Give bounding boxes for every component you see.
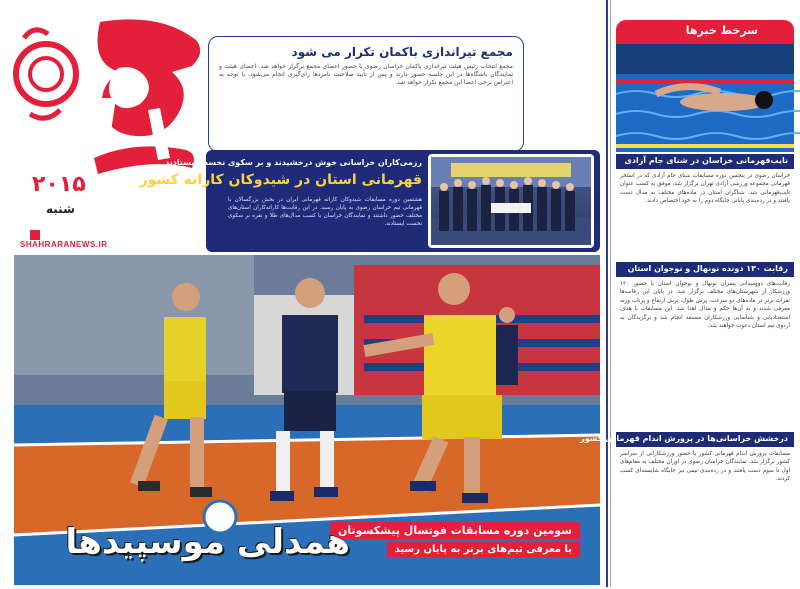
sidebar-tag-label: سرخط خبرها xyxy=(685,24,758,37)
column-divider xyxy=(606,0,608,587)
sidebar-item-body: رقابت‌های دوومیدانی پسران نونهال و نوجوان استان با حضور ۱۳۰ ورزشکار از شهرستان‌های مختلف برگزار شد. در پایان این رقابت‌ها نفرات برتر در ماده‌های دو سرعت، پرش طول، پرش ارتفاع و پرتاب وزنه معرفی شدند و به آن‌ها حکم و مدال اهدا شد. این مسابقات با هدف استعدادیابی و شناسایی ورزشکاران مستعد انجام شد و برگزیدگان به اردوی تیم استان دعوت خواهند شد. xyxy=(620,281,790,330)
masthead-day: شنبه xyxy=(46,202,75,216)
masthead-site-url: SHAHRARANEWS.IR xyxy=(20,240,108,249)
sidebar-tag xyxy=(616,20,794,44)
karate-body: هشتمین دوره مسابقات شیدوکان کاراته قهرمانی ایران در بخش بزرگسالان با قهرمانی تیم خراسان رضوی به پایان رسید. در این رقابت‌ها کاراته‌کاران استان‌های مختلف حضور داشتند و نمایندگان خراسان با کسب مدال‌های طلا و نقره بر سکوی نخست ایستادند. xyxy=(228,197,422,227)
karate-team-photo xyxy=(428,154,594,248)
sidebar-item-body: خراسان رضوی در پنجمین دوره مسابقات شنای جام آزادی که در استخر قهرمانی مجموعه ورزشی آزادی تهران برگزار شد، موفق به کسب عنوان نایب‌قهرمانی شد. شناگران استان در ماده‌های مختلف به مدال دست یافتند و در رده‌بندی پایانی جایگاه دوم را به خود اختصاص دادند. xyxy=(620,173,790,205)
masthead-logo xyxy=(10,8,206,252)
main-headline-block xyxy=(30,520,600,582)
swimming-photo xyxy=(616,44,794,152)
lead-story-box xyxy=(208,36,524,152)
sidebar-item-title: درخشش خراسانی‌ها در پرورش اندام قهرمانی کشور xyxy=(616,432,794,447)
logo-graphic xyxy=(10,8,206,252)
main-headline: همدلی موسپیدها xyxy=(65,522,350,562)
main-subline: با معرفی تیم‌های برتر به پایان رسید xyxy=(387,542,580,557)
karate-story-banner xyxy=(139,150,600,252)
sidebar-item-body: مسابقات پرورش اندام قهرمانی کشور با حضور ورزشکارانی از سراسر کشور برگزار شد. نمایندگان خراسان رضوی در اوزان مختلف به مقام‌های اول تا سوم دست یافتند و در رده‌بندی تیمی نیز جایگاه شایسته‌ای کسب کردند. xyxy=(620,451,790,483)
masthead-year: ۲۰۱۵ xyxy=(32,172,86,197)
lead-story-title: مجمع تیراندازی باکمان تکرار می شود xyxy=(291,45,513,59)
main-kicker: سومین دوره مسابقات فوتسال پیشکسوتان xyxy=(330,522,580,539)
column-divider-thin xyxy=(610,0,611,587)
sidebar-item-title: رقابت ۱۳۰ دونده نونهال و نوجوان استان xyxy=(616,262,794,277)
sidebar-item-title: نایب‌قهرمانی خراسان در شنای جام آزادی xyxy=(616,154,794,169)
lead-story-body: مجمع انتخاب رئیس هیئت تیراندازی باکمان خراسان رضوی با حضور اعضای مجمع برگزار خواهد شد. اعضای هیئت و نمایندگان باشگاه‌ها در این جلسه حضور دارند و پس از تأیید صلاحیت نامزدها رای‌گیری انجام می‌شود. با توجه به اعتراض برخی اعضا این مجمع تکرار خواهد شد. xyxy=(219,63,513,86)
karate-kicker: رزمی‌کاران خراسانی خوش درخشیدند و بر سکوی نخست ایستادند xyxy=(165,158,422,167)
news-sidebar xyxy=(580,20,794,584)
karate-title: قهرمانی استان در شیدوکان کاراته کشور xyxy=(139,172,422,188)
